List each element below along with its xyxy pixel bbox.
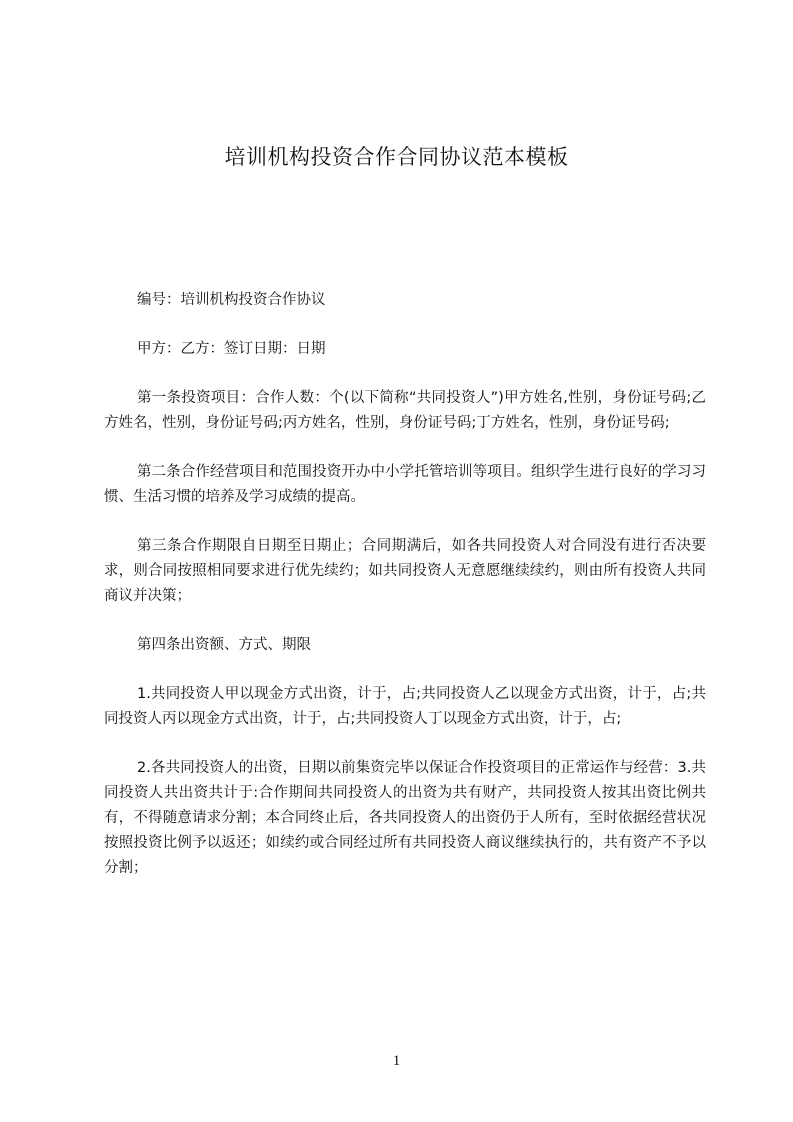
paragraph-parties: 甲方：乙方：签订日期：日期: [137, 341, 326, 357]
page-title: 培训机构投资合作合同协议范本模板: [224, 145, 569, 169]
paragraph-article-4-item-1: 1.共同投资人甲以现金方式出资，计于，占;共同投资人乙以现金方式出资，计于，占;共同投资人丙以现金方式出资，计于，占;共同投资人丁以现金方式出资，计于，占;: [104, 686, 706, 727]
paragraph-article-3: 第三条合作期限自日期至日期止；合同期满后，如各共同投资人对合同没有进行否决要求，则合同按照相同要求进行优先续约；如共同投资人无意愿继续续约，则由所有投资人共同商议并决策；: [104, 538, 706, 604]
paragraph-article-4-item-2: 2.各共同投资人的出资，日期以前集资完毕以保证合作投资项目的正常运作与经营：3.共同投资人共出资共计于:合作期间共同投资人的出资为共有财产，共同投资人按其出资比例共有，不得随意请求分割；本合同终止后，各共同投资人的出资仍于人所有，至时依据经营状况按照投资比例予以返还；如续约或合同经过所有共同投资人商议继续执行的，共有资产不予以分割；: [104, 760, 706, 876]
document-body: [104, 288, 706, 905]
paragraph-article-2: 第二条合作经营项目和范围投资开办中小学托管培训等项目。组织学生进行良好的学习习惯、生活习惯的培养及学习成绩的提高。: [104, 464, 706, 505]
paragraph-article-1: 第一条投资项目：合作人数：个(以下简称“共同投资人”)甲方姓名,性别，身份证号码;乙方姓名，性别，身份证号码;丙方姓名，性别，身份证号码;丁方姓名，性别，身份证号码;: [104, 390, 706, 431]
page-number: 1: [392, 1053, 401, 1069]
paragraph-article-4-heading: 第四条出资额、方式、期限: [137, 637, 311, 653]
paragraph-number: 编号：培训机构投资合作协议: [137, 292, 326, 308]
